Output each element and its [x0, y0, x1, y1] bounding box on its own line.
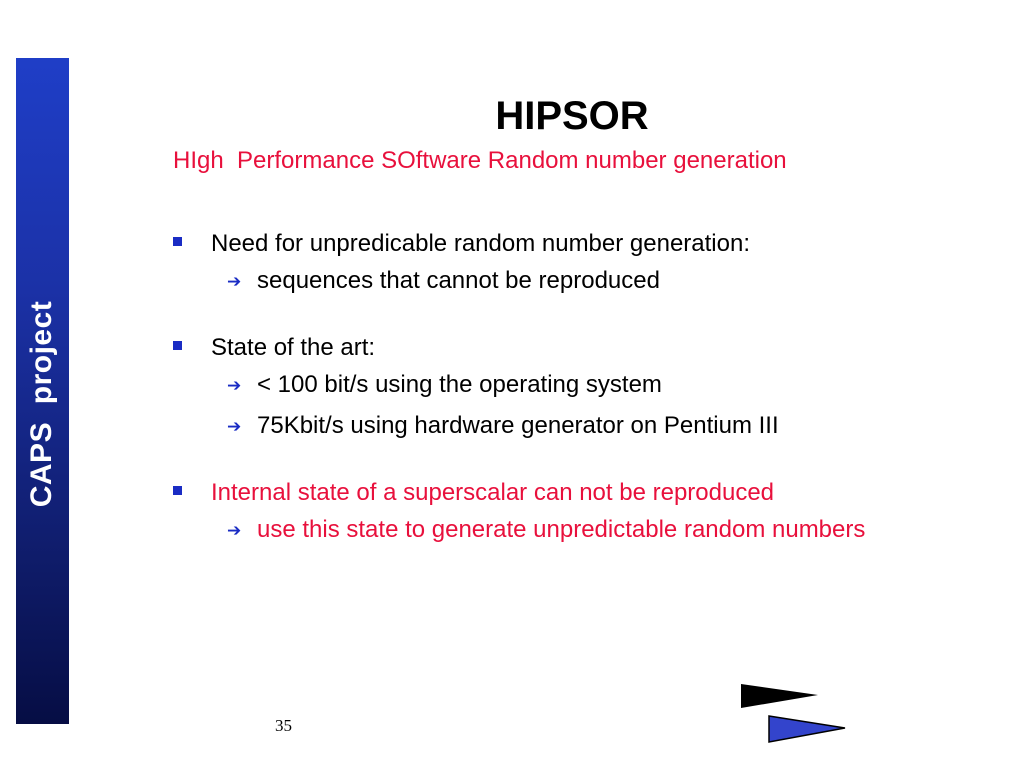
arrow-right-icon: ➔: [227, 521, 242, 541]
sub-bullet-list: [211, 265, 950, 297]
arrow-right-icon: ➔: [227, 376, 242, 396]
square-bullet-icon: [173, 237, 182, 246]
bullet-list: [170, 228, 950, 546]
bullet-item: [170, 228, 950, 297]
sub-bullet-item: [211, 265, 950, 297]
sub-bullet-item: [211, 410, 950, 442]
back-arrow-shape: [741, 684, 818, 708]
sub-bullet-list: [211, 369, 950, 442]
bullet-item: [170, 332, 950, 442]
bullet-text: Internal state of a superscalar can not be reproduced: [211, 479, 775, 506]
bullet-text: State of the art:: [211, 334, 376, 361]
arrow-right-icon: ➔: [227, 417, 242, 437]
sub-bullet-item: [211, 369, 950, 401]
page-number: 35: [275, 716, 292, 735]
sub-bullet-item: [211, 514, 950, 546]
bullet-text: Need for unpredicable random number generation:: [211, 230, 751, 257]
square-bullet-icon: [173, 486, 182, 495]
forward-arrow-icon[interactable]: [768, 715, 848, 745]
sub-bullet-text: use this state to generate unpredictable random numbers: [257, 516, 866, 543]
sidebar-label: CAPS project: [25, 300, 58, 508]
arrow-right-icon: ➔: [227, 272, 242, 292]
sub-bullet-text: 75Kbit/s using hardware generator on Pentium III: [257, 412, 779, 439]
square-bullet-icon: [173, 341, 182, 350]
sub-bullet-list: [211, 514, 950, 546]
forward-arrow-shape: [769, 716, 845, 742]
bullet-item: [170, 477, 950, 546]
slide-subtitle: HIgh Performance SOftware Random number generation: [173, 147, 787, 174]
back-arrow-icon[interactable]: [741, 684, 821, 710]
sub-bullet-text: < 100 bit/s using the operating system: [257, 371, 662, 398]
slide-title: HIPSOR: [495, 94, 649, 138]
sub-bullet-text: sequences that cannot be reproduced: [257, 267, 660, 294]
